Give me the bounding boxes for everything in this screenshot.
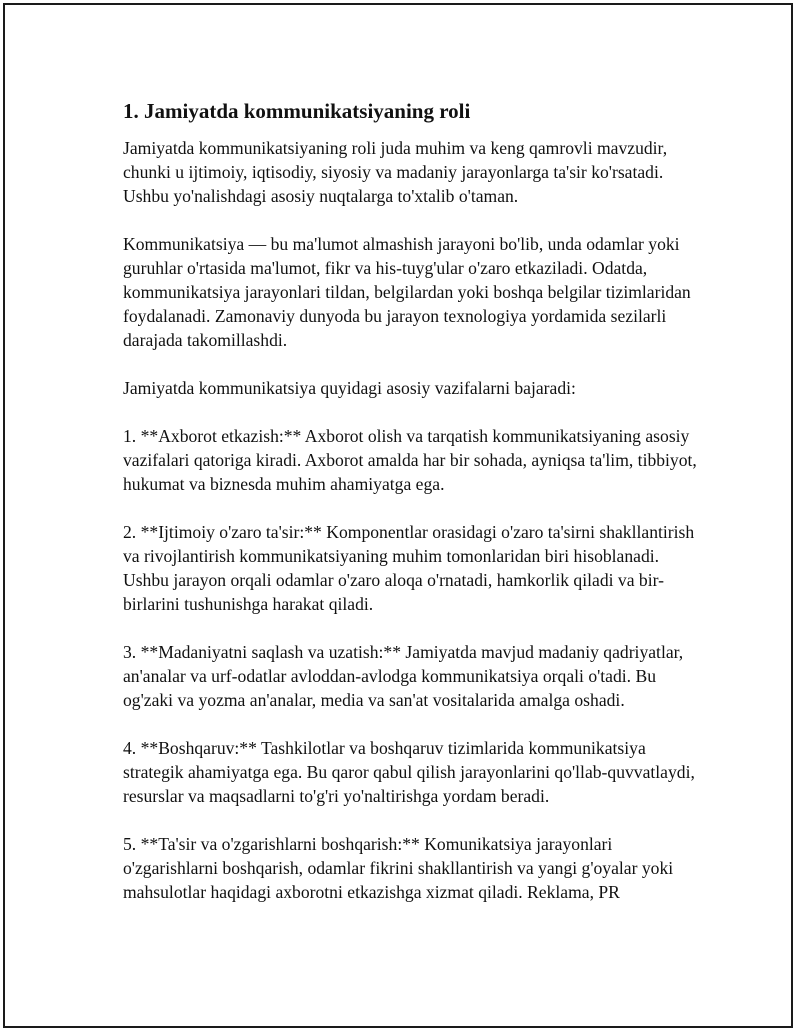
list-item-influence: 5. **Ta'sir va o'zgarishlarni boshqarish:** Komunikatsiya jarayonlari o'zgarishlarni boshqarish, odamlar fikrini shakllantirish va yangi g'oyalar yoki mahsulotlar haqidagi axborotni etkazishga xizmat qiladi. Reklama, PR xyxy=(123,834,674,902)
document-body xyxy=(123,97,703,928)
functions-intro-paragraph: Jamiyatda kommunikatsiya quyidagi asosiy vazifalarni bajaradi: xyxy=(123,378,576,398)
section-title: 1. Jamiyatda kommunikatsiyaning roli xyxy=(123,99,471,123)
document-page xyxy=(3,3,793,1028)
definition-paragraph: Kommunikatsiya — bu ma'lumot almashish jarayoni bo'lib, unda odamlar yoki guruhlar o'rtasida ma'lumot, fikr va his-tuyg'ular o'zaro etkaziladi. Odatda, kommunikatsiya jarayonlari tildan, belgilardan yoki boshqa belgilar tizimlaridan foydalanadi. Zamonaviy dunyoda bu jarayon texnologiya yordamida sezilarli darajada takomillashdi. xyxy=(123,234,691,350)
list-item-information: 1. **Axborot etkazish:** Axborot olish va tarqatish kommunikatsiyaning asosiy vazifalari qatoriga kiradi. Axborot amalda har bir sohada, ayniqsa ta'lim, tibbiyot, hukumat va biznesda muhim ahamiyatga ega. xyxy=(123,426,697,494)
list-item-culture: 3. **Madaniyatni saqlash va uzatish:** Jamiyatda mavjud madaniy qadriyatlar, an'analar va urf-odatlar avloddan-avlodga kommunikatsiya orqali o'tadi. Bu og'zaki va yozma an'analar, media va san'at vositalarida amalga oshadi. xyxy=(123,642,684,710)
list-item-management: 4. **Boshqaruv:** Tashkilotlar va boshqaruv tizimlarida kommunikatsiya strategik ahamiyatga ega. Bu qaror qabul qilish jarayonlarini qo'llab-quvvatlaydi, resurslar va maqsadlarni to'g'ri yo'naltirishga yordam beradi. xyxy=(123,738,695,806)
intro-paragraph: Jamiyatda kommunikatsiyaning roli juda muhim va keng qamrovli mavzudir, chunki u ijtimoiy, iqtisodiy, siyosiy va madaniy jarayonlarga ta'sir ko'rsatadi. Ushbu yo'nalishdagi asosiy nuqtalarga to'xtalib o'taman. xyxy=(123,138,668,206)
list-item-social-interaction: 2. **Ijtimoiy o'zaro ta'sir:** Komponentlar orasidagi o'zaro ta'sirni shakllantirish va rivojlantirish kommunikatsiyaning muhim tomonlaridan biri hisoblanadi. Ushbu jarayon orqali odamlar o'zaro aloqa o'rnatadi, hamkorlik qiladi va bir-birlarini tushunishga harakat qiladi. xyxy=(123,522,695,614)
